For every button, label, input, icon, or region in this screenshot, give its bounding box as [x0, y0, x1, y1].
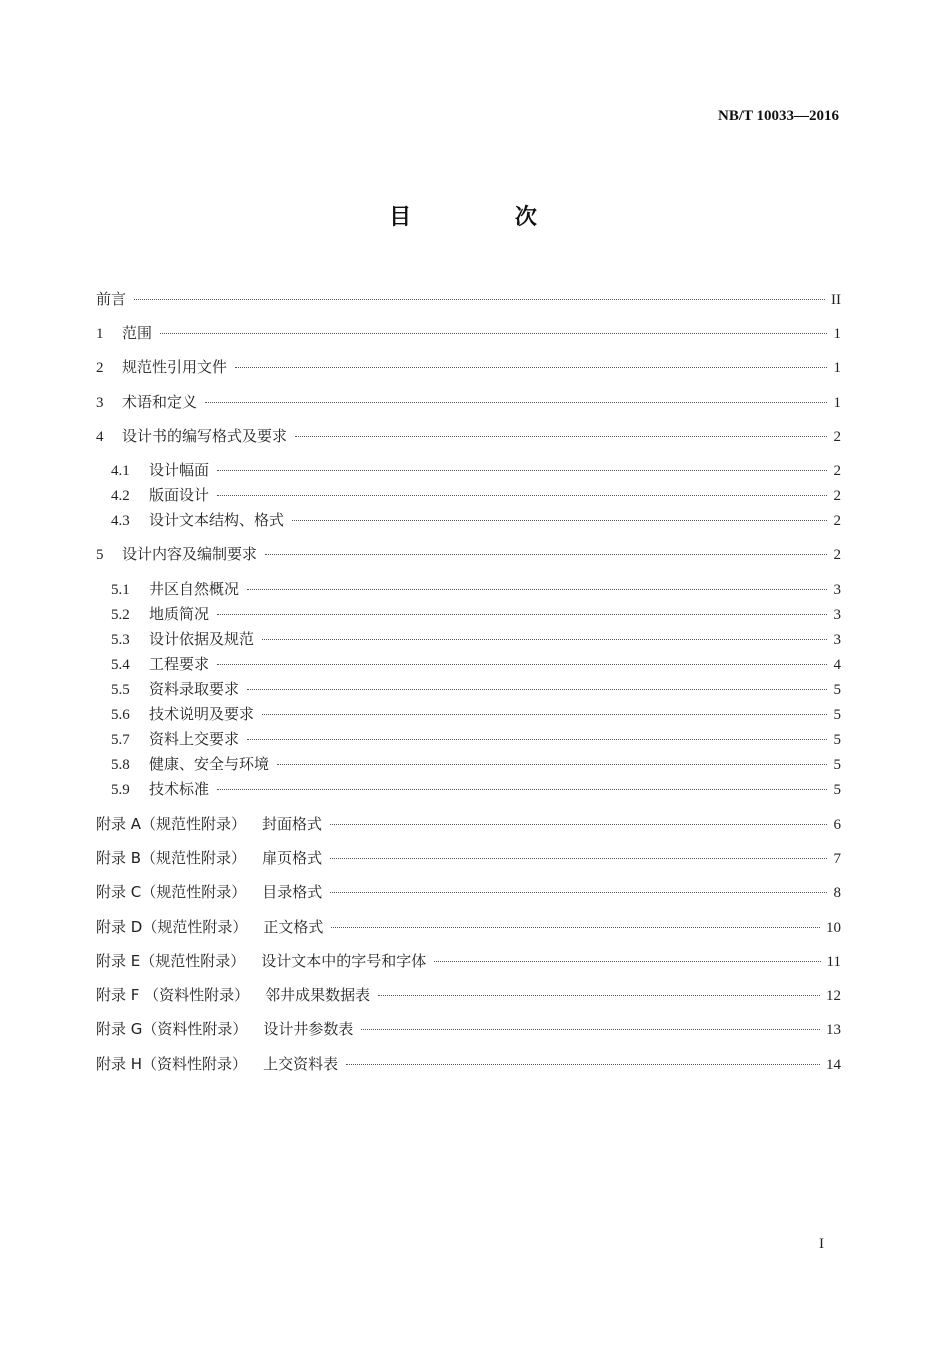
toc-entry-text: 术语和定义 — [122, 393, 198, 411]
dot-leader — [217, 664, 827, 665]
toc-entry-text: 版面设计 — [149, 486, 210, 504]
standard-code: NB/T 10033—2016 — [718, 108, 839, 124]
toc-entry-5-4[interactable] — [111, 654, 841, 674]
toc-entry-page: 5 — [833, 682, 841, 698]
dot-leader — [330, 858, 827, 859]
toc-entry-number: 5.1 — [111, 582, 130, 598]
toc-entry-page: 14 — [826, 1057, 841, 1073]
toc-entry-5-7[interactable] — [111, 729, 841, 749]
dot-leader — [134, 299, 825, 300]
toc-entry-text: 扉页格式 — [262, 849, 323, 867]
toc-entry-number: 5.2 — [111, 607, 130, 623]
dot-leader — [265, 554, 827, 555]
dot-leader — [160, 333, 827, 334]
dot-leader — [217, 495, 827, 496]
toc-entry-text: 范围 — [122, 324, 153, 342]
toc-entry-number: 5.8 — [111, 757, 130, 773]
toc-entry-page: 11 — [826, 954, 841, 970]
page-number: I — [819, 1236, 824, 1252]
toc-appendix-e[interactable] — [96, 951, 841, 971]
toc-entry-5-1[interactable] — [111, 579, 841, 599]
appendix-label: 附录 B（规范性附录） — [96, 849, 247, 867]
toc-entry-text: 设计井参数表 — [263, 1020, 354, 1038]
toc-entry-text: 资料录取要求 — [149, 680, 240, 698]
toc-entry-5-6[interactable] — [111, 704, 841, 724]
toc-entry-text: 设计书的编写格式及要求 — [122, 427, 288, 445]
toc-entry-3[interactable] — [96, 392, 841, 412]
dot-leader — [330, 892, 827, 893]
toc-entry-number: 5.4 — [111, 657, 130, 673]
dot-leader — [330, 824, 827, 825]
toc-appendix-h[interactable] — [96, 1054, 841, 1074]
dot-leader — [247, 739, 827, 740]
toc-entry-page: 10 — [826, 920, 841, 936]
dot-leader — [235, 367, 827, 368]
appendix-label: 附录 H（资料性附录） — [96, 1055, 248, 1073]
toc-entry-text: 设计文本中的字号和字体 — [261, 952, 427, 970]
toc-entry-text: 地质简况 — [149, 605, 210, 623]
appendix-label: 附录 C（规范性附录） — [96, 883, 247, 901]
toc-entry-text: 资料上交要求 — [149, 730, 240, 748]
toc-entry-text: 设计内容及编制要求 — [122, 545, 258, 563]
toc-entry-4-1[interactable] — [111, 460, 841, 480]
toc-entry-number: 5.5 — [111, 682, 130, 698]
toc-entry-page: 13 — [826, 1022, 841, 1038]
toc-entry-number: 4.2 — [111, 488, 130, 504]
dot-leader — [217, 789, 827, 790]
toc-entry-page: 3 — [833, 607, 841, 623]
toc-entry-5-8[interactable] — [111, 754, 841, 774]
dot-leader — [205, 402, 827, 403]
toc-entry-page: 3 — [833, 582, 841, 598]
toc-entry-number: 4.3 — [111, 513, 130, 529]
toc-entry-text: 上交资料表 — [263, 1055, 339, 1073]
toc-entry-page: 2 — [833, 513, 841, 529]
toc-entry-text: 设计文本结构、格式 — [149, 511, 285, 529]
dot-leader — [217, 470, 827, 471]
toc-entry-4-2[interactable] — [111, 485, 841, 505]
toc-entry-1[interactable] — [96, 323, 841, 343]
toc-entry-text: 目录格式 — [262, 883, 323, 901]
dot-leader — [378, 995, 820, 996]
dot-leader — [346, 1064, 820, 1065]
toc-entry-page: 1 — [833, 326, 841, 342]
toc-entry-page: 5 — [833, 782, 841, 798]
toc-entry-page: 4 — [833, 657, 841, 673]
toc-entry-number: 5.6 — [111, 707, 130, 723]
toc-appendix-a[interactable] — [96, 814, 841, 834]
appendix-label: 附录 D（规范性附录） — [96, 918, 248, 936]
toc-entry-text: 工程要求 — [149, 655, 210, 673]
dot-leader — [295, 436, 827, 437]
toc-entry-text: 技术说明及要求 — [149, 705, 255, 723]
toc-entry-text: 井区自然概况 — [149, 580, 240, 598]
toc-entry-5-5[interactable] — [111, 679, 841, 699]
dot-leader — [247, 589, 827, 590]
toc-entry-page: 12 — [826, 988, 841, 1004]
dot-leader — [292, 520, 827, 521]
toc-entry-text: 技术标准 — [149, 780, 210, 798]
toc-appendix-g[interactable] — [96, 1019, 841, 1039]
toc-appendix-d[interactable] — [96, 917, 841, 937]
toc-entry-page: 2 — [833, 463, 841, 479]
toc-entry-page: 2 — [833, 488, 841, 504]
toc-entry-number: 5.9 — [111, 782, 130, 798]
dot-leader — [331, 927, 820, 928]
toc-entry-5-2[interactable] — [111, 604, 841, 624]
toc-entry-foreword[interactable] — [96, 289, 841, 309]
toc-entry-text: 封面格式 — [262, 815, 323, 833]
toc-entry-4-3[interactable] — [111, 510, 841, 530]
toc-entry-text: 前言 — [96, 290, 127, 308]
toc-entry-text: 邻井成果数据表 — [265, 986, 371, 1004]
dot-leader — [262, 639, 827, 640]
toc-title: 目 次 — [389, 205, 585, 230]
toc-entry-number: 1 — [96, 326, 104, 342]
toc-entry-page: 5 — [833, 732, 841, 748]
dot-leader — [361, 1029, 820, 1030]
toc-entry-text: 设计依据及规范 — [149, 630, 255, 648]
toc-entry-page: 1 — [833, 395, 841, 411]
toc-appendix-f[interactable] — [96, 985, 841, 1005]
appendix-label: 附录 G（资料性附录） — [96, 1020, 248, 1038]
toc-entry-number: 5.3 — [111, 632, 130, 648]
toc-entry-page: 5 — [833, 757, 841, 773]
toc-entry-page: 1 — [833, 360, 841, 376]
toc-entry-number: 4 — [96, 429, 104, 445]
toc-entry-page: 2 — [833, 429, 841, 445]
toc-entry-5[interactable] — [96, 544, 841, 564]
appendix-label: 附录 F （资料性附录） — [96, 986, 250, 1004]
toc-entry-page: 2 — [833, 547, 841, 563]
toc-entry-text: 正文格式 — [263, 918, 324, 936]
toc-entry-page: 5 — [833, 707, 841, 723]
toc-entry-number: 5 — [96, 547, 104, 563]
toc-entry-page: 3 — [833, 632, 841, 648]
dot-leader — [434, 961, 820, 962]
toc-entry-text: 设计幅面 — [149, 461, 210, 479]
dot-leader — [277, 764, 827, 765]
toc-entry-number: 4.1 — [111, 463, 130, 479]
toc-appendix-c[interactable] — [96, 882, 841, 902]
toc-entry-page: 7 — [833, 851, 841, 867]
appendix-label: 附录 A（规范性附录） — [96, 815, 247, 833]
appendix-label: 附录 E（规范性附录） — [96, 952, 246, 970]
toc-entry-5-3[interactable] — [111, 629, 841, 649]
toc-entry-number: 2 — [96, 360, 104, 376]
toc-entry-5-9[interactable] — [111, 779, 841, 799]
dot-leader — [217, 614, 827, 615]
toc-entry-number: 3 — [96, 395, 104, 411]
toc-entry-page: II — [831, 292, 841, 308]
toc-entry-number: 5.7 — [111, 732, 130, 748]
toc-entry-page: 6 — [833, 817, 841, 833]
toc-entry-text: 规范性引用文件 — [122, 358, 228, 376]
dot-leader — [262, 714, 827, 715]
toc-entry-2[interactable] — [96, 357, 841, 377]
toc-entry-4[interactable] — [96, 426, 841, 446]
dot-leader — [247, 689, 827, 690]
toc-entry-text: 健康、安全与环境 — [149, 755, 270, 773]
toc-appendix-b[interactable] — [96, 848, 841, 868]
toc-entry-page: 8 — [833, 885, 841, 901]
